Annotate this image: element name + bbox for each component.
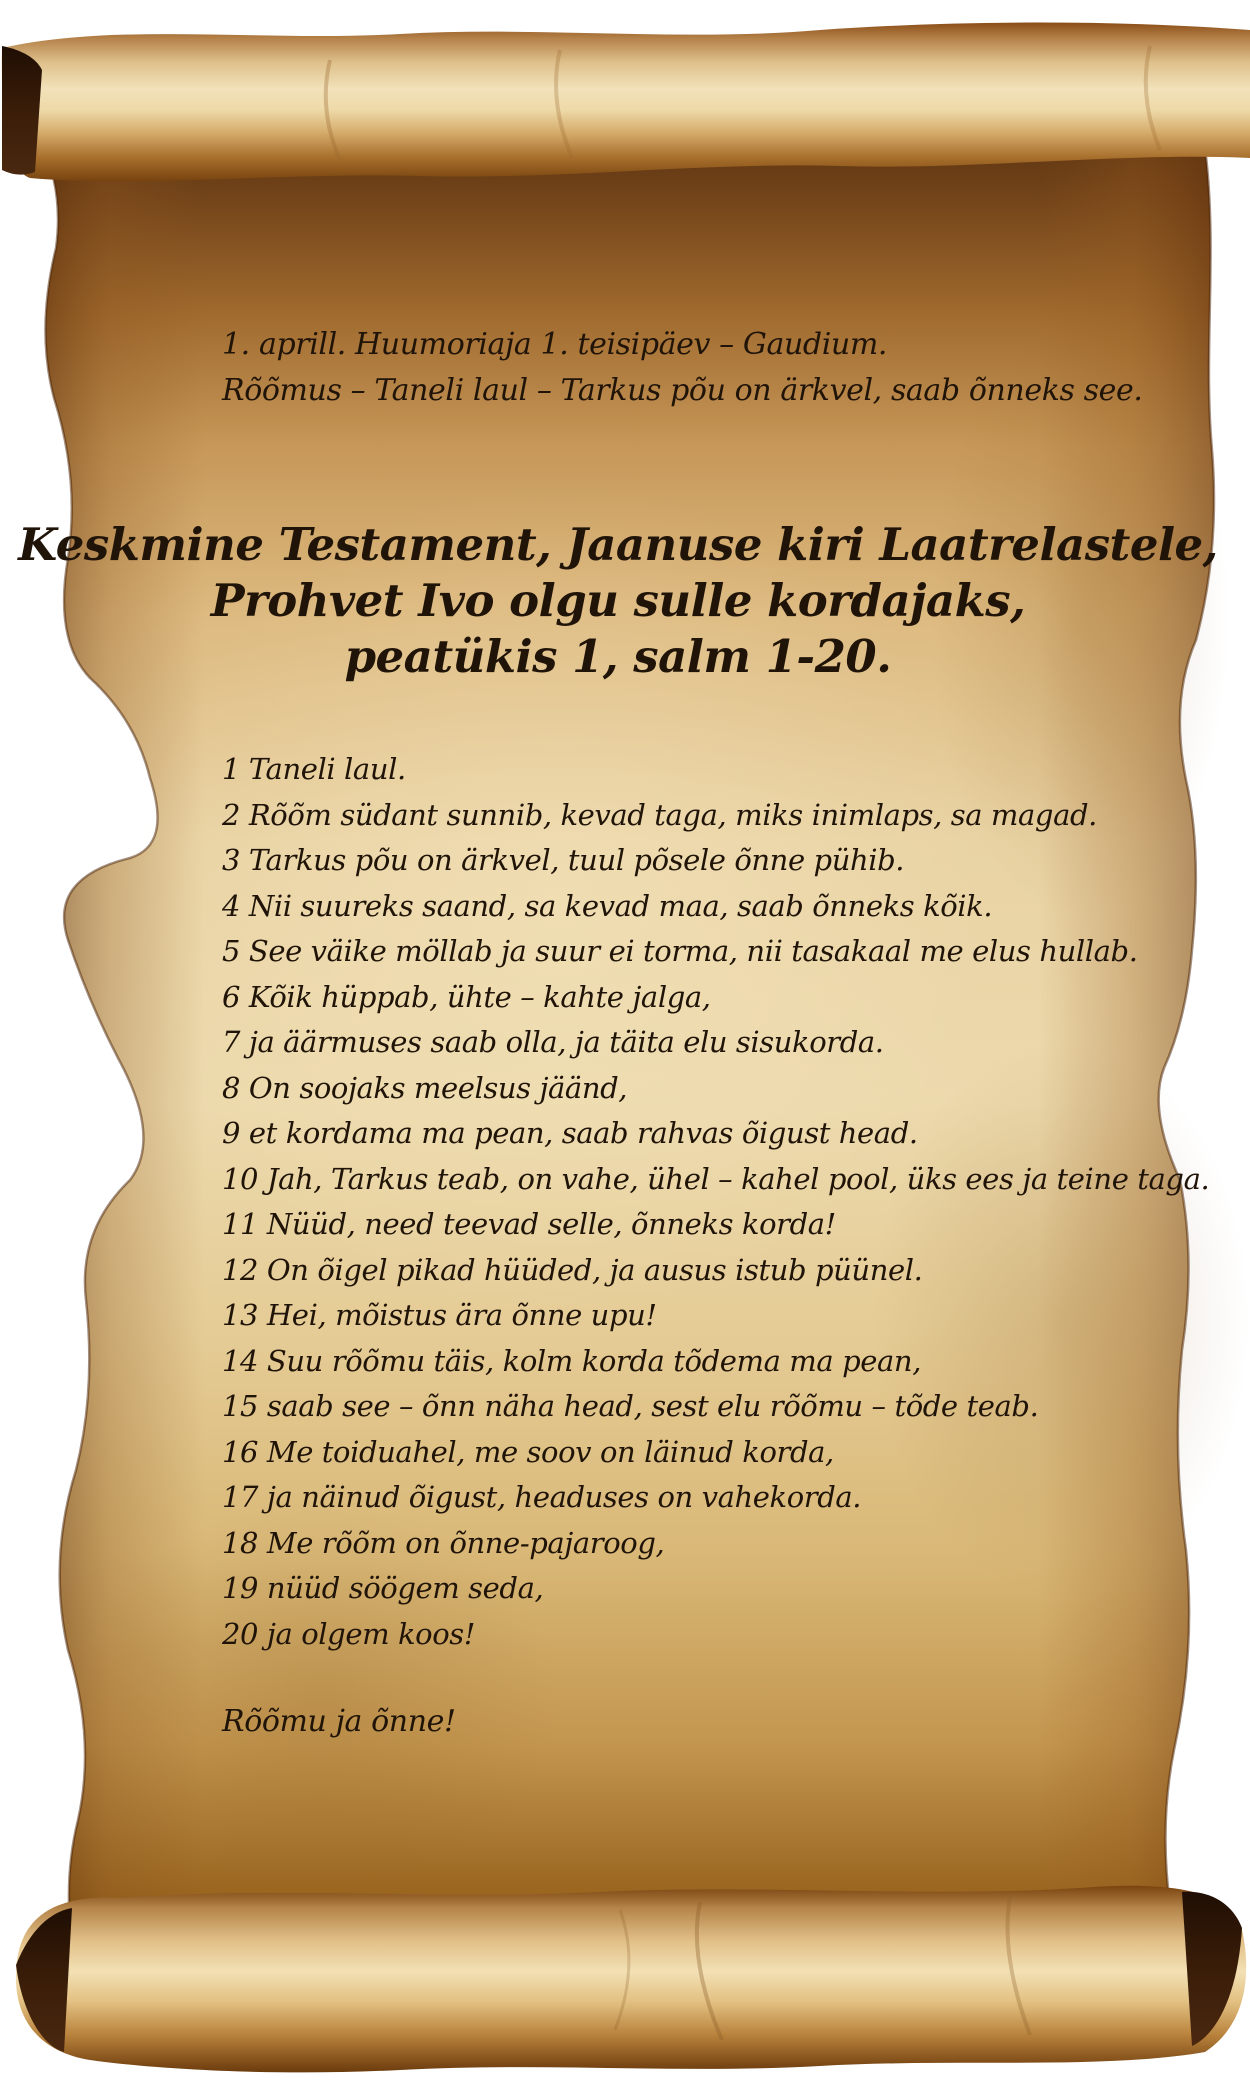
title-line-2: Prohvet Ivo olgu sulle kordajaks,: [210, 574, 1026, 627]
verse-line-12: 12 On õigel pikad hüüded, ja ausus istub püünel.: [222, 1252, 923, 1287]
title-block: [0, 517, 1236, 685]
verse-line-20: 20 ja olgem koos!: [222, 1616, 476, 1651]
verse-line-19: 19 nüüd söögem seda,: [222, 1571, 544, 1605]
header-line-2: Rõõmus – Taneli laul – Tarkus põu on ärkvel, saab õnneks see.: [222, 373, 1143, 408]
verse-line-10: 10 Jah, Tarkus teab, on vahe, ühel – kahel pool, üks ees ja teine taga.: [222, 1161, 1210, 1196]
verse-line-6: 6 Kõik hüppab, ühte – kahte jalga,: [222, 979, 711, 1014]
header-block: [222, 322, 1142, 414]
header-line-1: 1. aprill. Huumoriaja 1. teisipäev – Gaudium.: [222, 327, 887, 362]
verse-line-18: 18 Me rõõm on õnne-pajaroog,: [222, 1525, 665, 1560]
verse-line-4: 4 Nii suureks saand, sa kevad maa, saab õnneks kõik.: [222, 888, 993, 923]
verse-line-11: 11 Nüüd, need teevad selle, õnneks korda!: [222, 1207, 836, 1241]
verse-line-8: 8 On soojaks meelsus jäänd,: [222, 1070, 628, 1105]
verse-line-13: 13 Hei, mõistus ära õnne upu!: [222, 1298, 657, 1332]
verse-line-9: 9 et kordama ma pean, saab rahvas õigust head.: [222, 1116, 918, 1150]
verse-line-2: 2 Rõõm südant sunnib, kevad taga, miks inimlaps, sa magad.: [222, 797, 1097, 832]
verses-block: [222, 747, 1209, 1657]
verse-line-14: 14 Suu rõõmu täis, kolm korda tõdema ma pean,: [222, 1343, 922, 1378]
title-line-3: peatükis 1, salm 1-20.: [344, 630, 892, 683]
verse-line-16: 16 Me toiduahel, me soov on läinud korda,: [222, 1434, 834, 1469]
verse-line-1: 1 Taneli laul.: [222, 752, 406, 786]
verse-line-5: 5 See väike möllab ja suur ei torma, nii tasakaal me elus hullab.: [222, 934, 1138, 968]
verse-line-15: 15 saab see – õnn näha head, sest elu rõõmu – tõde teab.: [222, 1389, 1039, 1423]
verse-line-3: 3 Tarkus põu on ärkvel, tuul põsele õnne pühib.: [222, 843, 905, 877]
verse-line-17: 17 ja näinud õigust, headuses on vahekorda.: [222, 1480, 862, 1514]
verse-line-7: 7 ja äärmuses saab olla, ja täita elu sisukorda.: [222, 1025, 884, 1059]
closing-line: Rõõmu ja õnne!: [222, 1704, 456, 1739]
title-line-1: Keskmine Testament, Jaanuse kiri Laatrelastele,: [18, 518, 1218, 571]
